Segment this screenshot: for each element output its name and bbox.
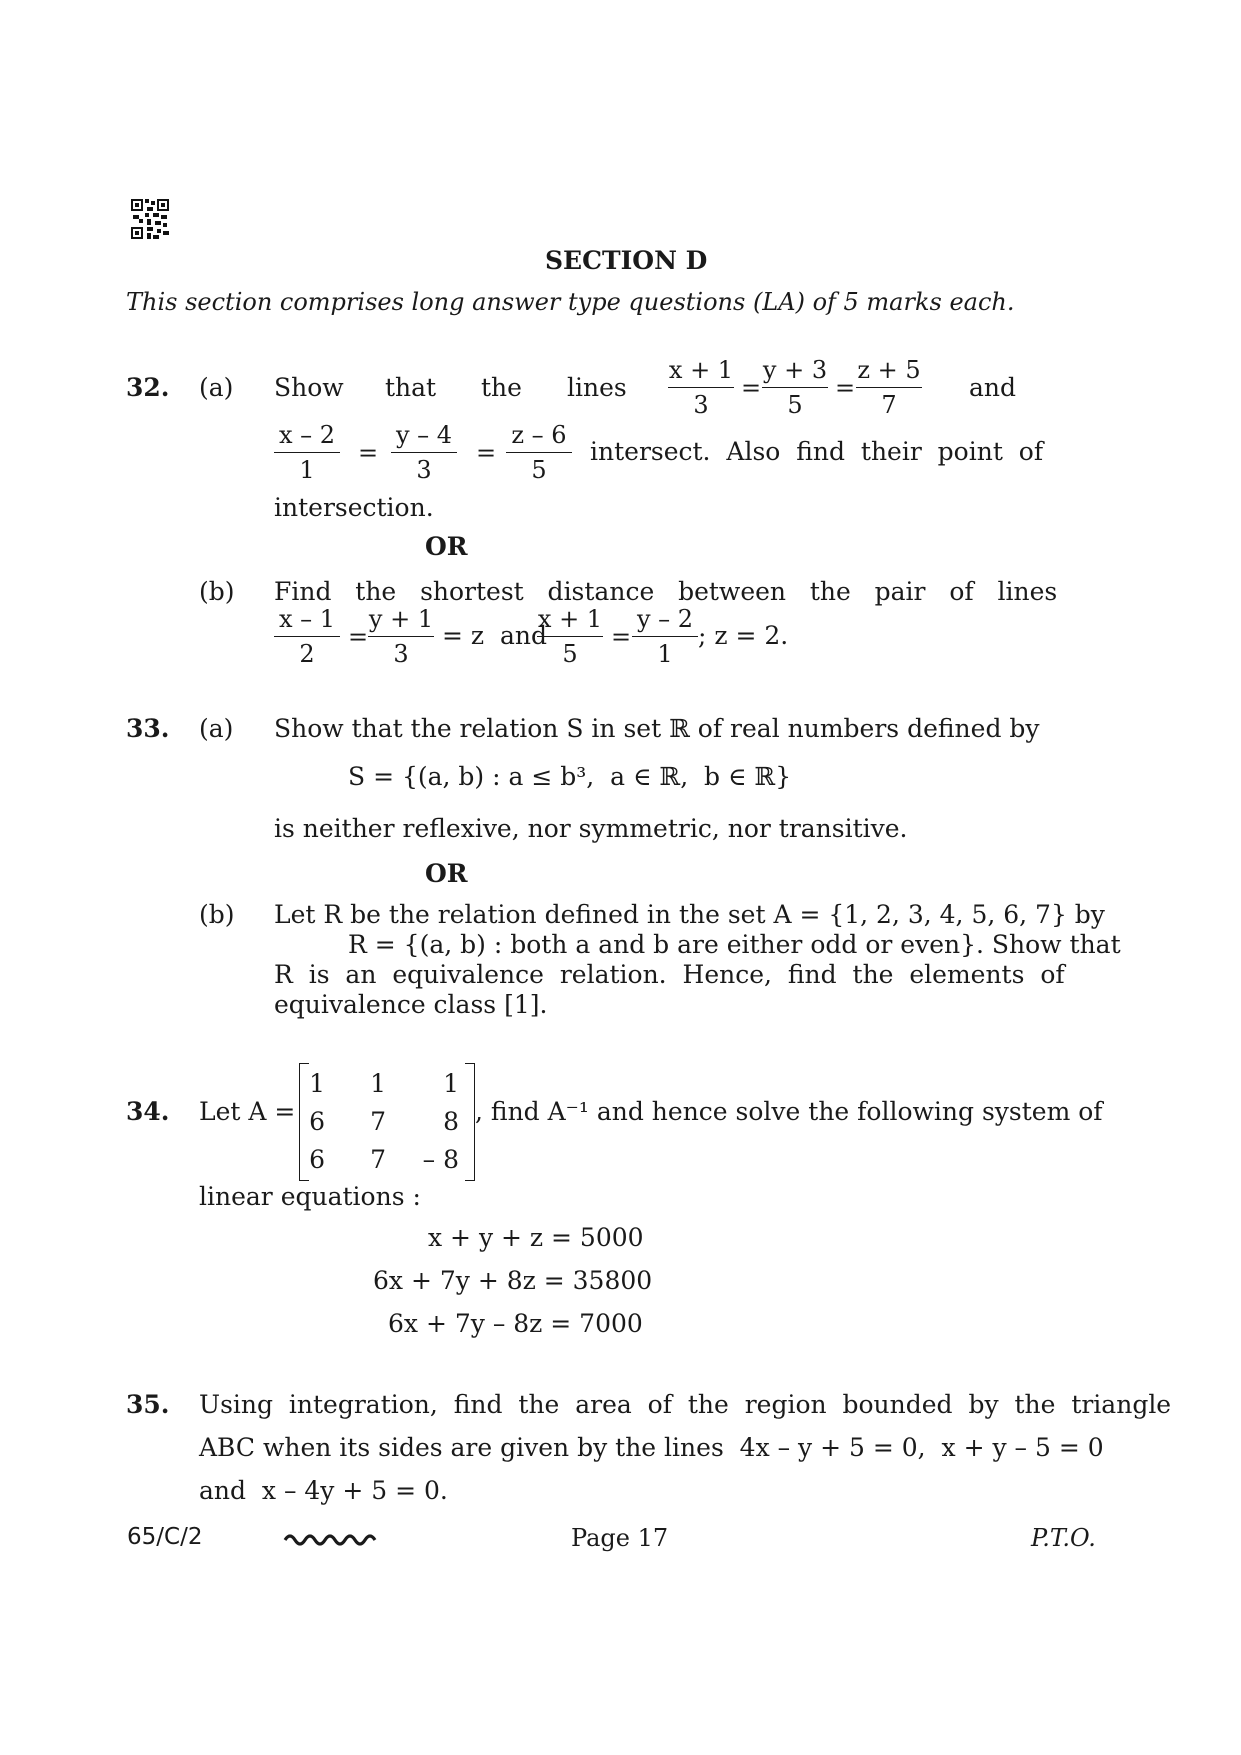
text-line: is neither reflexive, nor symmetric, nor transitive.	[274, 814, 908, 843]
matrix-cell: 6	[309, 1107, 325, 1136]
equals-sign: =	[741, 374, 762, 402]
question-number: 35.	[126, 1390, 170, 1419]
section-title: SECTION D	[545, 246, 708, 275]
qr-code-icon	[131, 199, 169, 239]
matrix-cell: 6	[309, 1145, 325, 1174]
fraction: $\frac{y + 3}{5}$	[762, 356, 828, 419]
fraction: $\frac{x + 1}{5}$	[537, 605, 603, 668]
matrix-right-bracket	[465, 1063, 475, 1181]
fraction: $\frac{y - 4}{3}$	[391, 420, 457, 485]
text-line: equivalence class [1].	[274, 990, 548, 1019]
matrix-cell: 1	[309, 1069, 325, 1098]
section-description: This section comprises long answer type questions (LA) of 5 marks each.	[126, 288, 1015, 316]
word: the	[481, 373, 522, 402]
text-line: Find the shortest distance between the pair of lines	[274, 577, 1058, 606]
part-label: (b)	[199, 577, 235, 606]
text-line: ABC when its sides are given by the lines 4x – y + 5 = 0, x + y – 5 = 0	[199, 1433, 1104, 1462]
or-divider: OR	[425, 532, 468, 561]
question-number: 34.	[126, 1097, 170, 1126]
text-segment: = z and	[442, 621, 547, 650]
text-segment: Let A =	[199, 1097, 296, 1126]
equation: 6x + 7y – 8z = 7000	[388, 1309, 643, 1338]
part-label: (a)	[199, 714, 234, 743]
word: that	[385, 373, 437, 402]
equals-sign: =	[476, 439, 497, 467]
text-line: Let R be the relation defined in the set A = {1, 2, 3, 4, 5, 6, 7} by	[274, 900, 1105, 929]
matrix-cell: 1	[370, 1069, 386, 1098]
question-number: 32.	[126, 373, 170, 402]
text-line: Using integration, find the area of the region bounded by the triangle	[199, 1390, 1172, 1419]
matrix-cell: 7	[370, 1107, 386, 1136]
equation: 6x + 7y + 8z = 35800	[373, 1266, 653, 1295]
or-divider: OR	[425, 859, 468, 888]
text-line: R is an equivalence relation. Hence, find the elements of	[274, 960, 1065, 989]
fraction: $\frac{x - 1}{2}$	[274, 604, 340, 669]
matrix	[299, 1063, 475, 1179]
text-line: intersect. Also find their point of	[590, 437, 1044, 466]
fraction: $\frac{z + 5}{7}$	[857, 356, 921, 419]
matrix-cell: 8	[443, 1107, 459, 1136]
part-label: (a)	[199, 373, 234, 402]
fraction: $\frac{z - 6}{5}$	[506, 420, 572, 485]
text-line: intersection.	[274, 493, 434, 522]
text-segment: ; z = 2.	[698, 621, 789, 650]
equals-sign: =	[348, 623, 369, 651]
word: Show	[274, 373, 344, 402]
fraction: $\frac{x + 1}{3}$	[668, 356, 734, 419]
text-line: linear equations :	[199, 1182, 421, 1211]
word: lines	[567, 373, 627, 402]
set-definition: S = {(a, b) : a ≤ b³, a ∈ ℝ, b ∈ ℝ}	[348, 762, 792, 791]
equals-sign: =	[611, 623, 632, 651]
matrix-cell: 7	[370, 1145, 386, 1174]
matrix-cell: 1	[443, 1069, 459, 1098]
question-number: 33.	[126, 714, 170, 743]
equals-sign: =	[835, 374, 856, 402]
word: and	[969, 373, 1017, 402]
part-label: (b)	[199, 900, 235, 929]
equals-sign: =	[358, 439, 379, 467]
page-number: Page 17	[571, 1524, 669, 1552]
pto-label: P.T.O.	[1031, 1524, 1096, 1552]
text-line: and x – 4y + 5 = 0.	[199, 1476, 448, 1505]
text-line: Show that the relation S in set ℝ of real numbers defined by	[274, 714, 1040, 743]
equation: x + y + z = 5000	[428, 1223, 644, 1252]
text-segment: , find A⁻¹ and hence solve the following system of	[475, 1097, 1103, 1126]
matrix-cell: – 8	[422, 1145, 459, 1174]
fraction: $\frac{y - 2}{1}$	[632, 604, 698, 669]
fraction: $\frac{y + 1}{3}$	[368, 605, 434, 668]
paper-code: 65/C/2	[127, 1524, 203, 1550]
wave-decoration-icon	[283, 1528, 383, 1548]
text-line: R = {(a, b) : both a and b are either odd or even}. Show that	[348, 930, 1121, 959]
fraction: $\frac{x - 2}{1}$	[274, 420, 340, 485]
